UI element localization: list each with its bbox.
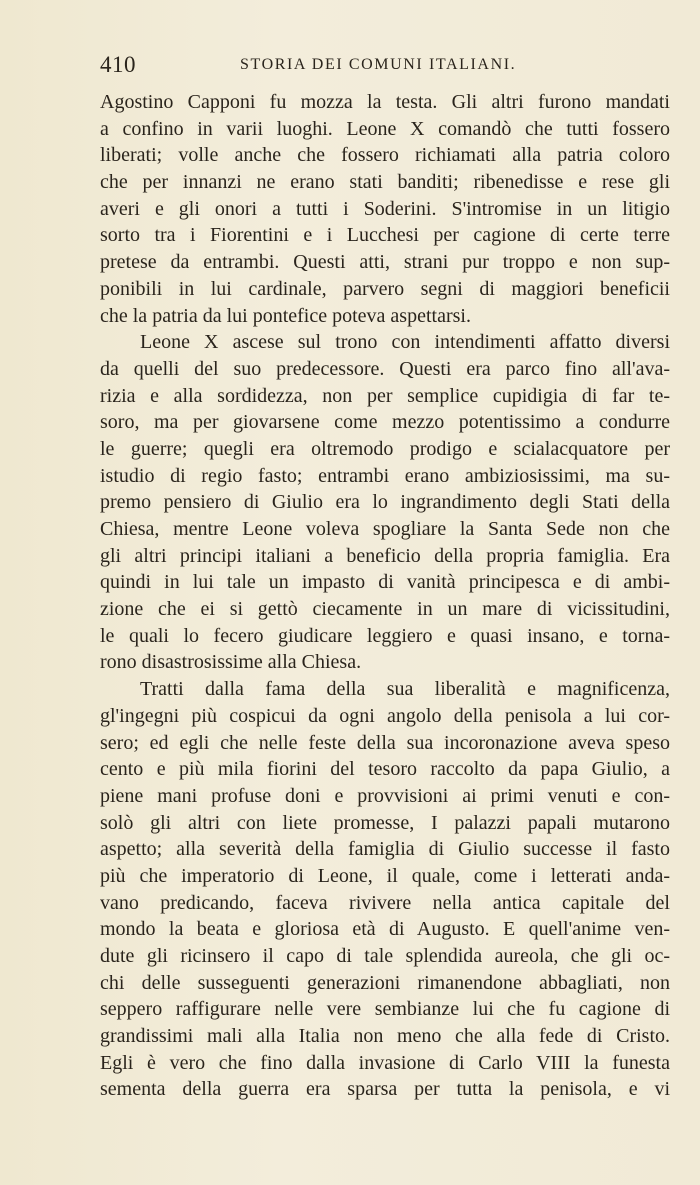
body-text	[100, 89, 670, 1103]
text-line: da quelli del suo predecessore. Questi era parco fino all'ava-	[100, 357, 670, 380]
text-line: Leone X ascese sul trono con intendimenti affatto diversi	[140, 331, 670, 354]
text-line: gli altri principi italiani a beneficio della propria famiglia. Era	[100, 544, 670, 567]
text-line: solò gli altri con liete promesse, I palazzi papali mutarono	[100, 811, 670, 834]
paragraph-1	[100, 89, 670, 329]
paragraph-2	[100, 329, 670, 676]
text-line: pretese da entrambi. Questi atti, strani pur troppo e non sup-	[100, 251, 670, 274]
text-line: Egli è vero che fino dalla invasione di Carlo VIII la funesta	[100, 1051, 670, 1074]
text-line: mondo la beata e gloriosa età di Augusto. E quell'anime ven-	[100, 918, 670, 941]
text-line: piene mani profuse doni e provvisioni ai primi venuti e con-	[100, 784, 670, 807]
text-line: grandissimi mali alla Italia non meno che alla fede di Cristo.	[100, 1025, 670, 1048]
text-line: liberati; volle anche che fossero richiamati alla patria coloro	[100, 144, 670, 167]
text-line: chi delle susseguenti generazioni rimanendone abbagliati, non	[100, 971, 670, 994]
text-line: seppero raffigurare nelle vere sembianze lui che fu cagione di	[100, 998, 670, 1021]
text-line: a confino in varii luoghi. Leone X comandò che tutti fossero	[100, 117, 670, 140]
text-line: Agostino Capponi fu mozza la testa. Gli altri furono mandati	[100, 91, 670, 113]
paragraph-3	[100, 676, 670, 1103]
text-line: ponibili in lui cardinale, parvero segni di maggiori beneficii	[100, 277, 670, 300]
text-line: cento e più mila fiorini del tesoro raccolto da papa Giulio, a	[100, 758, 670, 781]
text-line: soro, ma per giovarsene come mezzo potentissimo a condurre	[100, 411, 670, 434]
text-line: Tratti dalla fama della sua liberalità e magnificenza,	[140, 678, 670, 701]
text-line: le quali lo fecero giudicare leggiero e quasi insano, e torna-	[100, 624, 670, 647]
text-line: vano predicando, faceva rivivere nella antica capitale del	[100, 891, 670, 914]
text-line: averi e gli onori a tutti i Soderini. S'intromise in un litigio	[100, 197, 670, 220]
text-line: che la patria da lui pontefice poteva aspettarsi.	[100, 304, 471, 327]
text-line: sementa della guerra era sparsa per tutta la penisola, e vi	[100, 1078, 670, 1101]
text-line: sero; ed egli che nelle feste della sua incoronazione aveva speso	[100, 731, 670, 754]
text-line: quindi in lui tale un impasto di vanità principesca e di ambi-	[100, 571, 670, 594]
page-header	[100, 52, 670, 82]
text-line: zione che ei si gettò ciecamente in un mare di vicissitudini,	[100, 598, 670, 621]
text-line: le guerre; quegli era oltremodo prodigo e scialacquatore per	[100, 437, 670, 460]
text-line: aspetto; alla severità della famiglia di Giulio successe il fasto	[100, 838, 670, 861]
text-line: Chiesa, mentre Leone voleva spogliare la Santa Sede non che	[100, 518, 670, 540]
text-line: premo pensiero di Giulio era lo ingrandimento degli Stati della	[100, 491, 670, 514]
text-line: sorto tra i Fiorentini e i Lucchesi per cagione di certe terre	[100, 224, 670, 247]
text-line: istudio di regio fasto; entrambi erano ambiziosissimi, ma su-	[100, 464, 670, 487]
text-line: più che imperatorio di Leone, il quale, come i letterati anda-	[100, 864, 670, 887]
page-number: 410	[100, 52, 136, 77]
text-line: dute gli ricinsero il capo di tale splendida aureola, che gli oc-	[100, 945, 670, 967]
text-line: rizia e alla sordidezza, non per semplice cupidigia di far te-	[100, 384, 670, 407]
running-title: STORIA DEI COMUNI ITALIANI.	[240, 56, 517, 73]
text-line: rono disastrosissime alla Chiesa.	[100, 651, 362, 674]
text-line: che per innanzi ne erano stati banditi; ribenedisse e rese gli	[100, 171, 670, 194]
text-line: gl'ingegni più cospicui da ogni angolo della penisola a lui cor-	[100, 704, 670, 727]
